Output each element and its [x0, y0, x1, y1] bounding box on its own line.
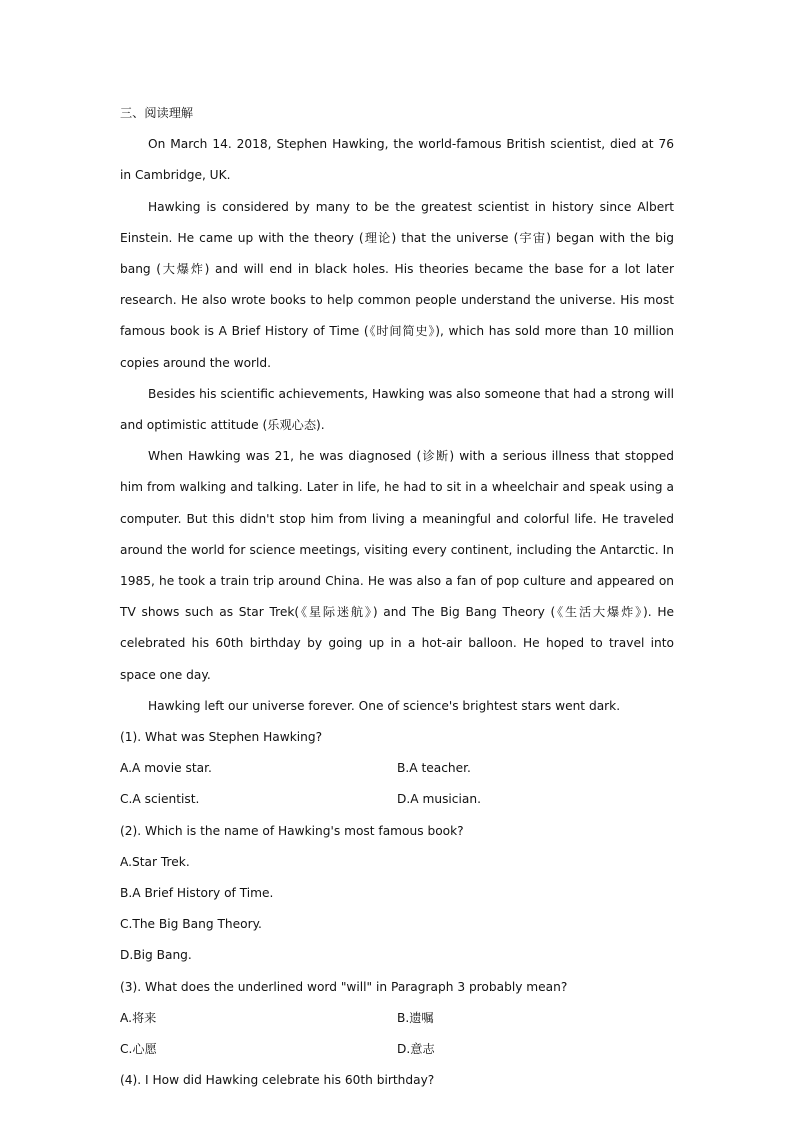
options-row: [120, 784, 674, 815]
options-row: [120, 1003, 674, 1034]
reading-section: [120, 98, 674, 1097]
passage-paragraph-5: Hawking left our universe forever. One of science's brightest stars went dark.: [148, 698, 621, 713]
question-stem: (3). What does the underlined word "will" in Paragraph 3 probably mean?: [120, 979, 568, 994]
options-row: [120, 1034, 674, 1065]
option-c: C.A scientist.: [120, 792, 200, 807]
question-stem: (2). Which is the name of Hawking's most famous book?: [120, 823, 464, 838]
question-1: [120, 722, 674, 816]
option-d: D.Big Bang.: [120, 948, 192, 963]
option-d: D.意志: [397, 1042, 435, 1057]
passage-paragraph-4: When Hawking was 21, he was diagnosed (诊断) with a serious illness that stopped him from walking and talking. Later in life, he had to sit in a wheelchair and speak using a computer. But this didn't stop him from living a meaningful and colorful life. He traveled around the world for science meetings, visiting every continent, including the Antarctic. In 1985, he took a train trip around China. He was also a fan of pop culture and appeared on TV shows such as Star Trek(《星际迷航》) and The Big Bang Theory (《生活大爆炸》). He celebrated his 60th birthday by going up in a hot-air balloon. He hoped to travel into space one day.: [120, 449, 674, 682]
option-b: B.A Brief History of Time.: [120, 886, 274, 901]
question-2: [120, 816, 674, 972]
passage-paragraph-2: Hawking is considered by many to be the greatest scientist in history since Albert Einstein. He came up with the theory (理论) that the universe (宇宙) began with the big bang (大爆炸) and will end in black holes. His theories became the base for a lot later research. He also wrote books to help common people understand the universe. His most famous book is A Brief History of Time (《时间简史》), which has sold more than 10 million copies around the world.: [120, 199, 674, 370]
option-c: C.The Big Bang Theory.: [120, 917, 262, 932]
question-4: [120, 1065, 674, 1096]
passage-paragraph-3: Besides his scientific achievements, Hawking was also someone that had a strong will and optimistic attitude (乐观心态).: [120, 386, 674, 433]
section-title: 三、阅读理解: [120, 106, 194, 120]
options-row: [120, 753, 674, 784]
question-stem: (1). What was Stephen Hawking?: [120, 730, 323, 745]
option-b: B.遗嘱: [397, 1010, 434, 1025]
passage: [120, 129, 674, 722]
question-3: [120, 972, 674, 1066]
option-a: A.Star Trek.: [120, 854, 190, 869]
option-a: A.A movie star.: [120, 761, 212, 776]
option-c: C.心愿: [120, 1042, 157, 1057]
passage-paragraph-1: On March 14. 2018, Stephen Hawking, the world-famous British scientist, died at 76 in Cambridge, UK.: [120, 137, 674, 183]
option-b: B.A teacher.: [397, 761, 471, 776]
option-d: D.A musician.: [397, 792, 481, 807]
question-stem: (4). I How did Hawking celebrate his 60th birthday?: [120, 1073, 435, 1088]
option-a: A.将来: [120, 1010, 157, 1025]
